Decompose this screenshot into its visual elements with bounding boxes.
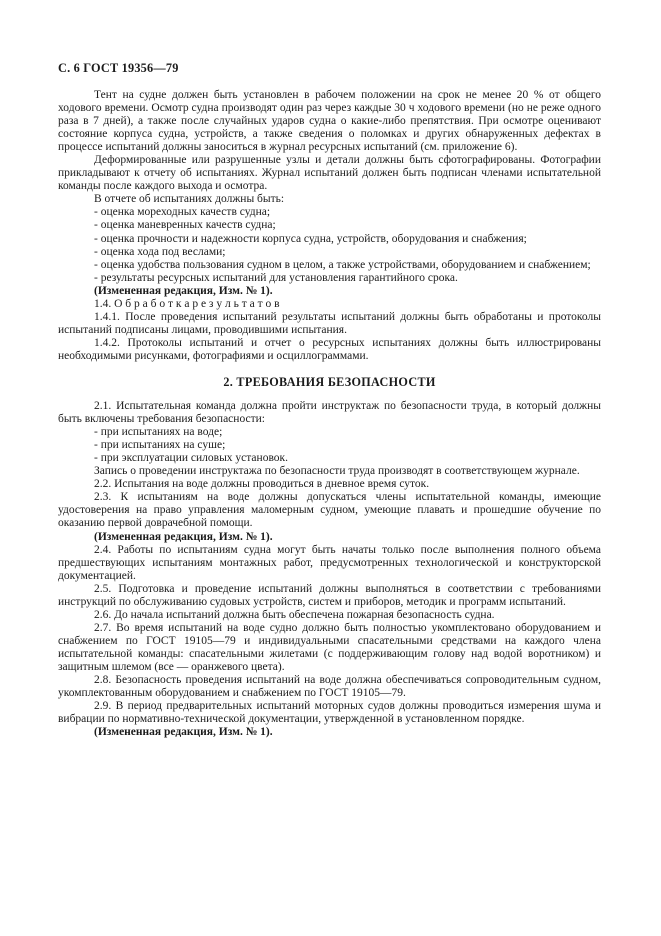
paragraph: - оценка хода под веслами; (94, 245, 226, 258)
paragraph: 2.4. Работы по испытаниям судна могут быть начаты только после выполнения полного объема предшествующих испытаниям монтажных работ, предусмотренных технологической и конструкторской документацией. (58, 543, 601, 582)
paragraph: - оценка маневренных качеств судна; (94, 219, 276, 232)
paragraph: - при испытаниях на суше; (94, 439, 226, 452)
paragraph: 2.7. Во время испытаний на воде судно должно быть полностью укомплектовано оборудованием и снабжением по ГОСТ 19105—79 и индивидуальными спасательными средствами на каждого члена испытательной команды: спасательными жилетами (с поддерживающим голову над водой воротником) и защитным шлемом (все — оранжевого цвета). (58, 621, 601, 673)
paragraph: Деформированные или разрушенные узлы и детали должны быть сфотографированы. Фотографии прикладывают к отчету об испытаниях. Журнал испытаний должен быть подписан членами испытательной команды после каждого выхода и осмотра. (58, 154, 601, 193)
paragraph: - при эксплуатации силовых установок. (94, 452, 289, 465)
paragraph: 2.8. Безопасность проведения испытаний на воде должна обеспечиваться сопроводительным судном, укомплектованным оборудованием и снабжением по ГОСТ 19105—79. (58, 674, 601, 700)
paragraph: Тент на судне должен быть установлен в рабочем положении на срок не менее 20 % от общего ходового времени. Осмотр судна производят один раз через каждые 30 ч ходового времени (но не реже одного раза в 7 дней), а также после случайных ударов судна о какие-либо препятствия. При осмотре оценивают состояние корпуса судна, устройств, а также сведения о поломках и других обнаруженных дефектах в процессе испытаний должны заноситься в журнал ресурсных испытаний (см. приложение 6). (58, 89, 601, 154)
page-header: С. 6 ГОСТ 19356—79 (58, 61, 179, 75)
paragraph: (Измененная редакция, Изм. № 1). (94, 530, 273, 543)
paragraph: 2.1. Испытательная команда должна пройти инструктаж по безопасности труда, в который должны быть включены требования безопасности: (58, 400, 601, 426)
paragraph: - оценка прочности и надежности корпуса судна, устройств, оборудования и снабжения; (94, 232, 527, 245)
paragraph: 2.6. До начала испытаний должна быть обеспечена пожарная безопасность судна. (94, 608, 495, 621)
paragraph: (Измененная редакция, Изм. № 1). (94, 726, 273, 739)
paragraph: В отчете об испытаниях должны быть: (94, 193, 285, 206)
paragraph: 1.4. О б р а б о т к а р е з у л ь т а т о в (94, 297, 280, 310)
paragraph: - при испытаниях на воде; (94, 426, 223, 439)
paragraph: 1.4.1. После проведения испытаний результаты испытаний должны быть обработаны и протоколы испытаний подписаны лицами, проводившими испытания. (58, 310, 601, 336)
paragraph: - результаты ресурсных испытаний для установления гарантийного срока. (94, 271, 458, 284)
paragraph: Запись о проведении инструктажа по безопасности труда производят в соответствующем журнале. (94, 465, 580, 478)
section-heading: 2. ТРЕБОВАНИЯ БЕЗОПАСНОСТИ (223, 374, 436, 389)
paragraph: (Измененная редакция, Изм. № 1). (94, 284, 273, 297)
paragraph: 2.2. Испытания на воде должны проводиться в дневное время суток. (94, 478, 430, 491)
paragraph: 2.3. К испытаниям на воде должны допускаться члены испытательной команды, имеющие удостоверения на право управления маломерным судном, умеющие плавать и прошедшие обучение по оказанию первой доврачебной помощи. (58, 491, 601, 530)
document-body (58, 89, 601, 739)
paragraph: 2.5. Подготовка и проведение испытаний должны выполняться в соответствии с требованиями инструкций по обслуживанию судовых устройств, систем и приборов, методик и программ испытаний. (58, 582, 601, 608)
paragraph: - оценка мореходных качеств судна; (94, 206, 271, 219)
paragraph: 2.9. В период предварительных испытаний моторных судов должны проводиться измерения шума и вибрации по нормативно-технической документации, утвержденной в установленном порядке. (58, 700, 601, 726)
paragraph: 1.4.2. Протоколы испытаний и отчет о ресурсных испытаниях должны быть иллюстрированы необходимыми рисунками, фотографиями и осциллограммами. (58, 336, 601, 362)
paragraph: - оценка удобства пользования судном в целом, а также устройствами, оборудованием и снабжением; (94, 258, 591, 271)
